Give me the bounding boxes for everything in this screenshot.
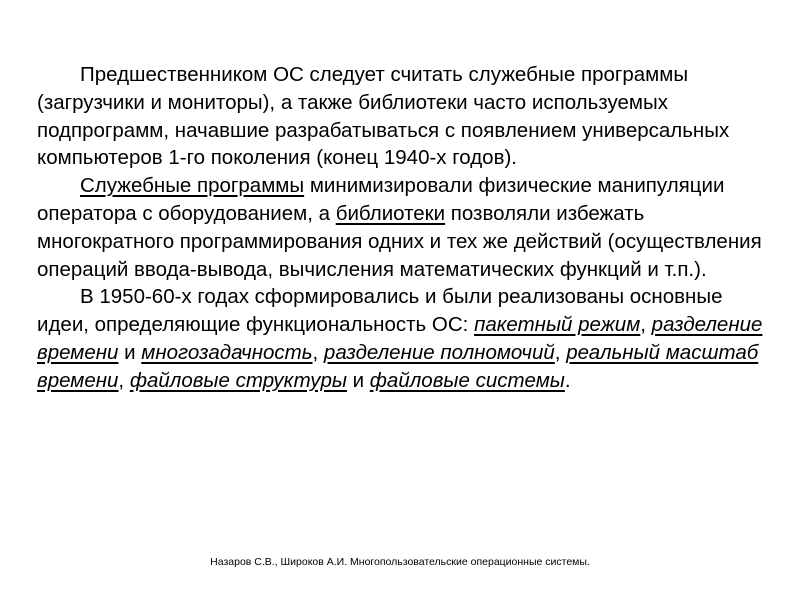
term-multitasking: многозадачность (141, 340, 313, 364)
term-utility-programs: Служебные программы (80, 174, 305, 198)
term-batch-mode: пакетный режим (474, 313, 641, 337)
paragraph-text: минимизировали физические манипуляции оператора с оборудованием, а (37, 174, 725, 225)
term-privilege-separation: разделение полномочий (323, 340, 555, 364)
slide-body (37, 61, 772, 395)
term-libraries: библиотеки (335, 201, 446, 225)
paragraph-predecessors (37, 61, 772, 172)
term-file-structures: файловые структуры (129, 368, 347, 392)
paragraph-text: Предшественником ОС следует считать служебные программы (загрузчики и мониторы), а также библиотеки часто используемых подпрограмм, начавшие разрабатываться с появлением универсальных компьютеров 1-го поколения (конец 1940-х годов). (37, 63, 730, 170)
paragraph-utilities (37, 172, 772, 283)
separator: , (640, 313, 652, 337)
paragraph-text: позволяли избежать многократного программирования одних и тех же действий (осуществления операций ввода-вывода, вычисления математических функций и т.п.). (37, 201, 762, 281)
term-time-sharing: разделение времени (37, 313, 763, 364)
paragraph-text: В 1950-60-х годах сформировались и были реализованы основные идеи, определяющие функциональность ОС: (37, 285, 723, 337)
separator: , (554, 340, 567, 364)
footer-citation: Назаров С.В., Широков А.И. Многопользовательские операционные системы. (210, 556, 590, 568)
paragraph-ideas (37, 283, 772, 394)
separator: , (118, 368, 130, 392)
separator: и (346, 368, 370, 392)
separator: . (564, 368, 571, 392)
term-real-time: реальный масштаб времени (37, 340, 759, 392)
separator: , (312, 340, 324, 364)
term-file-systems: файловые системы (369, 368, 565, 392)
separator: и (118, 340, 142, 364)
